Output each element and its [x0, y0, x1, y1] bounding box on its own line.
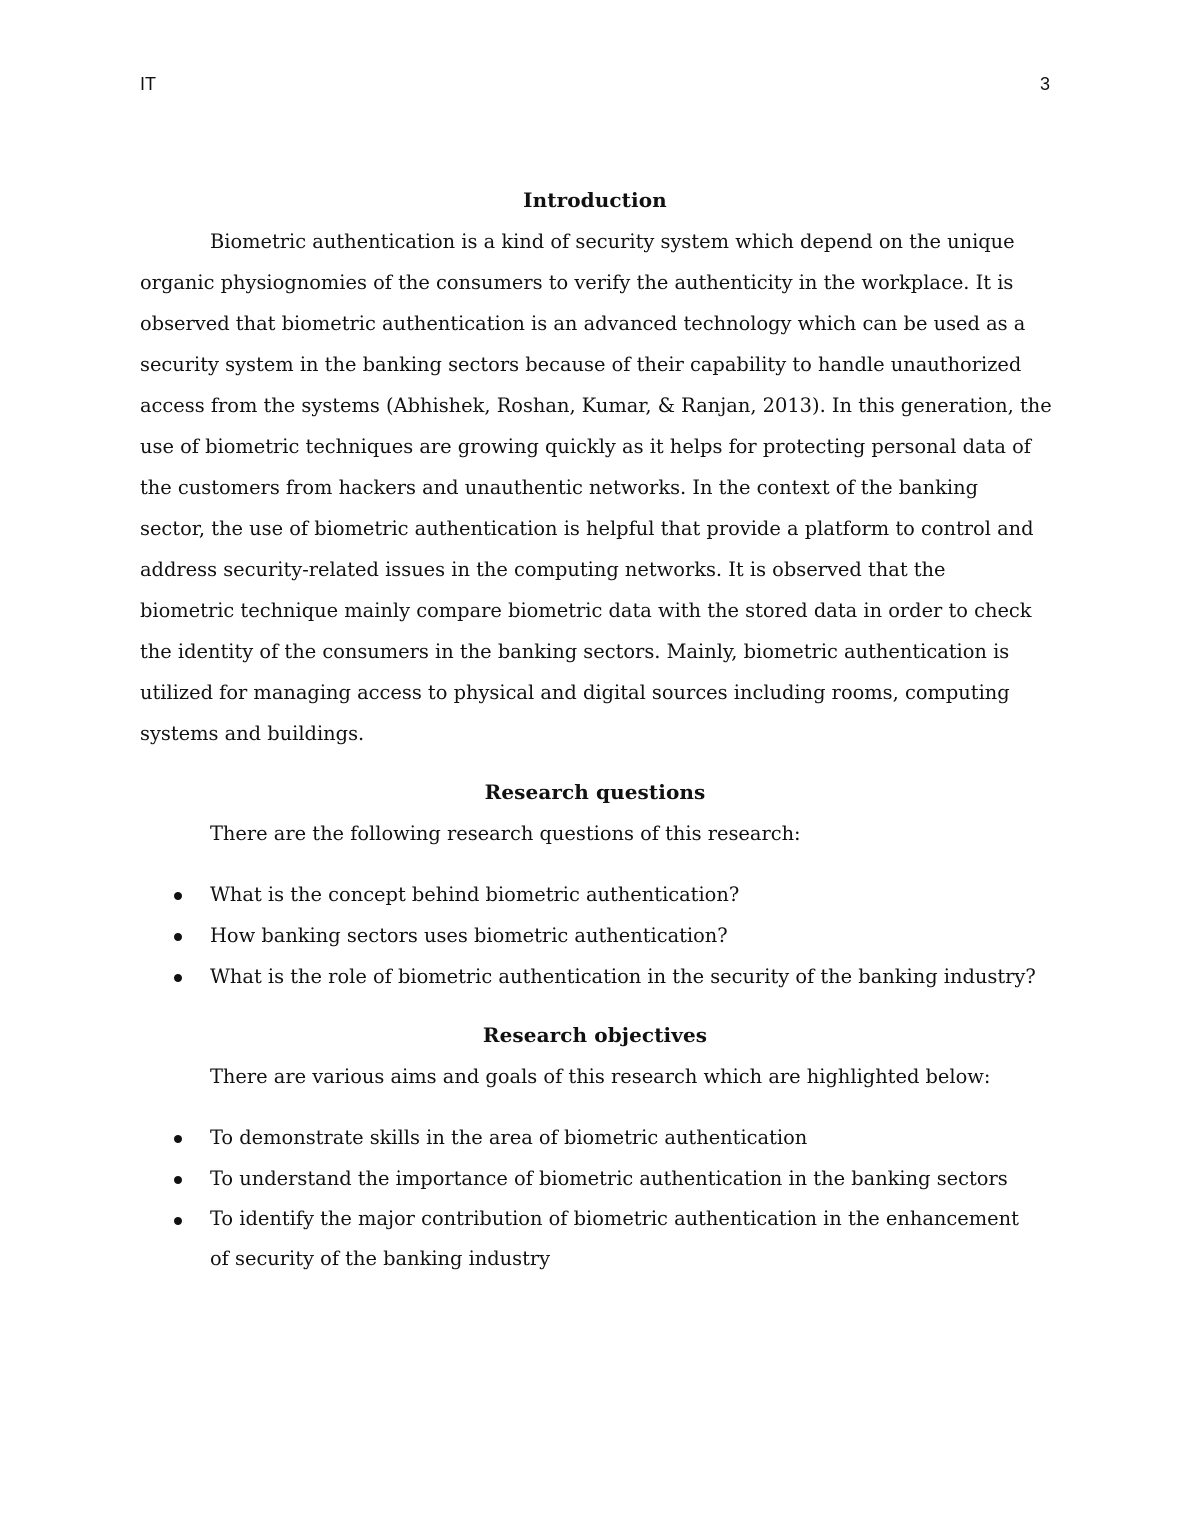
paragraph-line: Biometric authentication is a kind of security system which depend on the unique — [210, 230, 1015, 253]
research-questions-heading: Research questions — [484, 780, 706, 804]
list-item — [140, 1158, 1050, 1199]
list-item-text: To identify the major contribution of biometric authentication in the enhancement — [210, 1207, 1019, 1230]
bullet-icon — [174, 933, 182, 941]
introduction-paragraph — [140, 221, 1055, 754]
paragraph-line: systems and buildings. — [140, 722, 365, 745]
bullet-icon — [174, 974, 182, 982]
document-body — [140, 180, 1050, 1279]
list-item — [140, 874, 1050, 915]
list-item-text: To understand the importance of biometric authentication in the banking sectors — [210, 1167, 1008, 1190]
research-objectives-list — [140, 1117, 1050, 1279]
research-objectives-heading: Research objectives — [482, 1023, 708, 1047]
list-item-text: To demonstrate skills in the area of biometric authentication — [210, 1126, 808, 1149]
paragraph-line: security system in the banking sectors because of their capability to handle unauthorized — [140, 353, 1022, 376]
section-gap — [140, 754, 1050, 772]
paragraph-line: observed that biometric authentication is an advanced technology which can be used as a — [140, 312, 1026, 335]
list-item-text: How banking sectors uses biometric authentication? — [210, 924, 728, 947]
section-gap — [140, 997, 1050, 1015]
list-item-text: What is the concept behind biometric authentication? — [210, 883, 740, 906]
paragraph-line: access from the systems (Abhishek, Roshan, Kumar, & Ranjan, 2013). In this generation, the — [140, 394, 1052, 417]
list-item — [140, 1117, 1050, 1158]
paragraph-line: address security-related issues in the computing networks. It is observed that the — [140, 558, 946, 581]
list-item-text: What is the role of biometric authentication in the security of the banking industry? — [210, 965, 1036, 988]
paragraph-line: biometric technique mainly compare biometric data with the stored data in order to check — [140, 599, 1032, 622]
paragraph-line: sector, the use of biometric authentication is helpful that provide a platform to control and — [140, 517, 1034, 540]
paragraph-line: utilized for managing access to physical and digital sources including rooms, computing — [140, 681, 1010, 704]
list-item — [140, 915, 1050, 956]
bullet-icon — [174, 892, 182, 900]
bullet-icon — [174, 1176, 182, 1184]
bullet-icon — [174, 1135, 182, 1143]
list-gap — [140, 1097, 1050, 1117]
paragraph-line: organic physiognomies of the consumers to verify the authenticity in the workplace. It is — [140, 271, 1014, 294]
list-item-text: of security of the banking industry — [210, 1247, 551, 1270]
list-gap — [140, 854, 1050, 874]
list-item — [140, 956, 1050, 997]
introduction-heading: Introduction — [523, 188, 667, 212]
running-head: IT — [140, 74, 156, 94]
bullet-icon — [174, 1217, 182, 1225]
list-item — [140, 1199, 1050, 1279]
research-objectives-lead: There are various aims and goals of this research which are highlighted below: — [210, 1065, 991, 1088]
paragraph-line: the customers from hackers and unauthentic networks. In the context of the banking — [140, 476, 979, 499]
paragraph-line: the identity of the consumers in the banking sectors. Mainly, biometric authentication is — [140, 640, 1010, 663]
research-questions-list — [140, 874, 1050, 997]
page-number: 3 — [1039, 74, 1050, 94]
paragraph-line: use of biometric techniques are growing quickly as it helps for protecting personal data of — [140, 435, 1031, 458]
research-questions-lead: There are the following research questions of this research: — [210, 822, 801, 845]
